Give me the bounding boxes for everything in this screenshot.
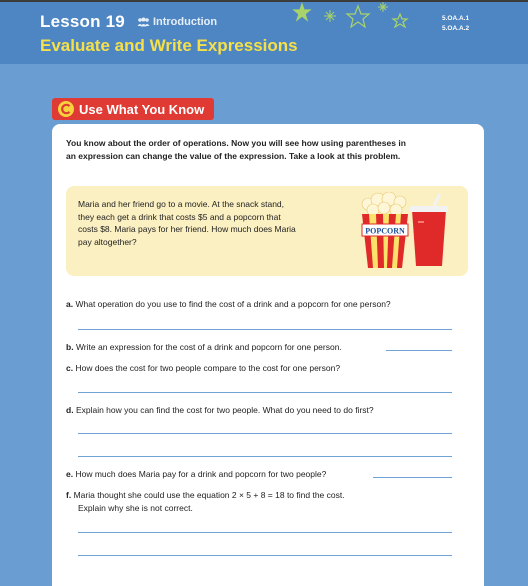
- question-letter: e.: [66, 469, 74, 479]
- answer-line[interactable]: [78, 433, 452, 434]
- answer-line[interactable]: [373, 477, 452, 478]
- question-f-line2: Explain why she is not correct.: [78, 503, 193, 513]
- section-text: Introduction: [152, 16, 218, 28]
- answer-line[interactable]: [78, 392, 452, 393]
- question-text: What operation do you use to find the cost of a drink and a popcorn for one person?: [75, 299, 391, 309]
- question-letter: b.: [66, 342, 74, 352]
- c-logo-icon: [58, 101, 74, 117]
- answer-line[interactable]: [78, 555, 452, 556]
- stars-decoration: [288, 2, 428, 32]
- section-label: [137, 16, 217, 28]
- question-b: [66, 341, 342, 353]
- lesson-number: Lesson 19: [40, 12, 125, 31]
- question-text: Explain how you can find the cost for two people. What do you need to do first?: [75, 405, 374, 415]
- question-letter: c.: [66, 363, 74, 373]
- answer-line[interactable]: [78, 329, 452, 330]
- popcorn-and-drink-illustration: [356, 192, 456, 272]
- lesson-line: [40, 12, 217, 32]
- standards-list: [442, 14, 469, 34]
- question-text: How does the cost for two people compare to the cost for one person?: [75, 363, 341, 373]
- lesson-header: [0, 2, 528, 64]
- question-letter: d.: [66, 405, 74, 415]
- question-f: [66, 489, 345, 501]
- answer-line[interactable]: [386, 350, 452, 351]
- question-d: [66, 404, 374, 416]
- people-group-icon: [137, 17, 150, 27]
- banner-label: Use What You Know: [79, 101, 205, 117]
- question-e: [66, 468, 326, 480]
- question-letter: a.: [66, 299, 74, 309]
- question-letter: f.: [66, 490, 72, 500]
- intro-paragraph: You know about the order of operations. Now you will see how using parentheses in an expression can change the value of the expression. Take a look at this problem.: [66, 138, 406, 161]
- question-c: [66, 362, 340, 374]
- use-what-you-know-banner: [52, 98, 214, 120]
- standard-code: 5.OA.A.1: [442, 15, 470, 22]
- standard-code: 5.OA.A.2: [442, 25, 470, 32]
- problem-text: Maria and her friend go to a movie. At the snack stand, they each get a drink that costs $5 and a popcorn that costs $8. Maria pays for her friend. How much does Maria pay altogether?: [78, 199, 296, 247]
- lesson-title: Evaluate and Write Expressions: [40, 36, 298, 55]
- question-text: Write an expression for the cost of a drink and popcorn for one person.: [75, 342, 342, 352]
- answer-line[interactable]: [78, 532, 452, 533]
- question-text: How much does Maria pay for a drink and popcorn for two people?: [75, 469, 327, 479]
- question-a: [66, 298, 391, 310]
- answer-line[interactable]: [78, 456, 452, 457]
- popcorn-label: POPCORN: [365, 226, 405, 236]
- question-text: Maria thought she could use the equation 2 × 5 + 8 = 18 to find the cost.: [73, 490, 345, 500]
